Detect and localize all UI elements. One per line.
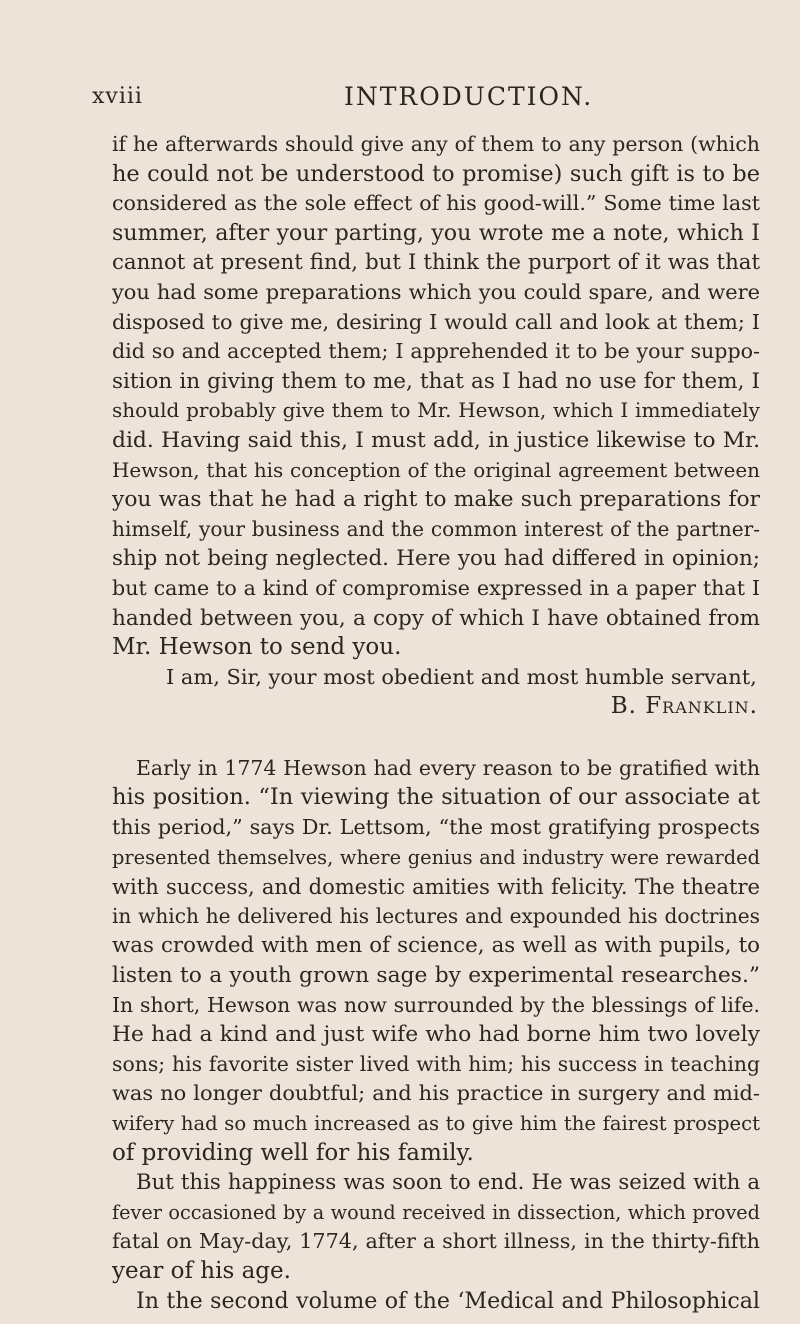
text-line: was crowded with men of science, as well as with pupils, to (112, 933, 760, 959)
text-line: year of his age. (112, 1257, 291, 1284)
text-line: Hewson, that his conception of the original agreement between (112, 458, 760, 482)
text-line: presented themselves, where genius and industry were rewarded (112, 845, 760, 869)
text-line: with success, and domestic amities with felicity. The theatre (112, 874, 760, 900)
text-line: if he afterwards should give any of them to any person (which (112, 132, 760, 156)
letter-closing: I am, Sir, your most obedient and most humble servant, (166, 664, 757, 689)
text-line: you had some preparations which you could spare, and were (112, 279, 760, 304)
running-head (92, 84, 712, 114)
text-line: sition in giving them to me, that as I had no use for them, I (112, 368, 760, 394)
page-number: xviii (92, 84, 143, 109)
text-line: listen to a youth grown sage by experimental researches.” (112, 963, 760, 989)
body-text (112, 130, 760, 1316)
text-line: he could not be understood to promise) such gift is to be (112, 160, 760, 187)
text-line: Mr. Hewson to send you. (112, 634, 402, 661)
letter-signature: B. Franklin. (610, 693, 758, 720)
text-line: was no longer doubtful; and his practice in surgery and mid- (112, 1081, 760, 1106)
running-title: INTRODUCTION. (344, 82, 594, 111)
paragraph-first-line: Early in 1774 Hewson had every reason to be gratified with (136, 755, 760, 780)
text-line: this period,” says Dr. Lettsom, “the most gratifying prospects (112, 815, 760, 840)
text-line: handed between you, a copy of which I have obtained from (112, 605, 760, 631)
text-line: cannot at present find, but I think the purport of it was that (112, 250, 760, 276)
text-line: summer, after your parting, you wrote me a note, which I (112, 219, 760, 246)
text-line: ship not being neglected. Here you had differed in opinion; (112, 546, 760, 572)
text-line: should probably give them to Mr. Hewson, which I immediately (112, 398, 760, 423)
section-gap (112, 722, 760, 754)
narrative-paragraphs (112, 754, 760, 1316)
text-line: considered as the sole effect of his good-will.” Some time last (112, 191, 760, 216)
text-line: fever occasioned by a wound received in dissection, which proved (112, 1200, 760, 1224)
text-line: disposed to give me, desiring I would call and look at them; I (112, 309, 760, 334)
text-line: wifery had so much increased as to give him the fairest prospect (112, 1112, 760, 1135)
paragraph-first-line: In the second volume of the ‘Medical and Philosophical (136, 1287, 760, 1314)
text-line: his position. “In viewing the situation of our associate at (112, 784, 760, 811)
text-line: In short, Hewson was now surrounded by the blessings of life. (112, 992, 760, 1017)
text-line: did so and accepted them; I apprehended it to be your suppo- (112, 339, 760, 364)
letter-excerpt (112, 130, 760, 722)
text-line: He had a kind and just wife who had borne him two lovely (112, 1022, 760, 1048)
text-line: of providing well for his family. (112, 1139, 474, 1166)
text-line: you was that he had a right to make such preparations for (112, 487, 760, 513)
text-line: fatal on May-day, 1774, after a short illness, in the thirty-fifth (112, 1229, 760, 1254)
text-line: himself, your business and the common interest of the partner- (112, 516, 760, 541)
paragraph-first-line: But this happiness was soon to end. He was seized with a (136, 1170, 760, 1196)
text-line: did. Having said this, I must add, in justice likewise to Mr. (112, 427, 760, 453)
text-line: but came to a kind of compromise expressed in a paper that I (112, 575, 760, 600)
text-line: in which he delivered his lectures and expounded his doctrines (112, 903, 760, 928)
text-line: sons; his favorite sister lived with him; his success in teaching (112, 1051, 760, 1076)
